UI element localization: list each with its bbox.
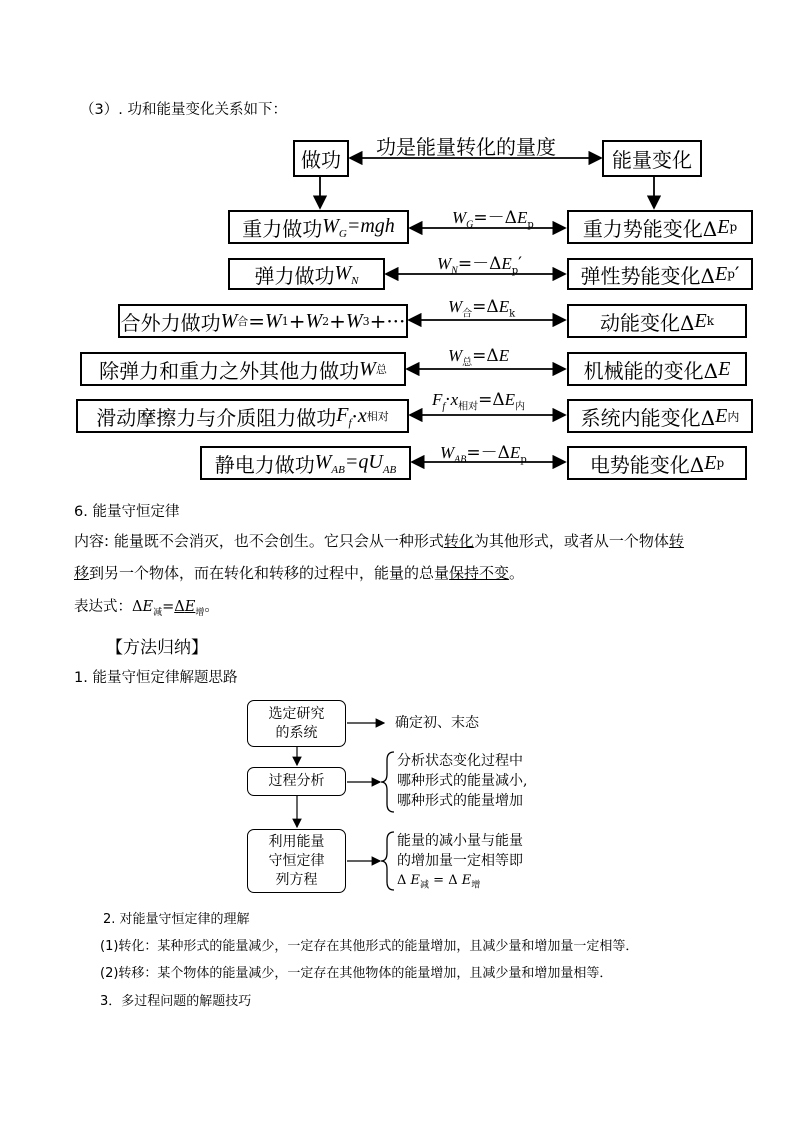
equation-line3: Δ $E_减 = \Delta$ $E_增$ <box>397 873 481 891</box>
content-label: 内容: <box>74 532 110 550</box>
row2-right: 弹性势能变化Δ E p ′ <box>567 258 753 290</box>
content-part1: 能量既不会消灭，也不会创生。它只会从一种形式 <box>109 532 444 550</box>
flow-box-select-system: 选定研究 的系统 <box>247 700 346 747</box>
row3-left: 合外力做功 W 合 = W 1 + W 2 + W 3 +··· <box>118 304 408 338</box>
method-item3: 3．多过程问题的解题技巧 <box>100 994 252 1009</box>
row2-relation: $W_N=-\Delta E_p'$ <box>437 254 523 277</box>
content-part2: 为其他形式，或者从一个物体 <box>473 532 669 550</box>
section6-heading: 6. 能量守恒定律 <box>74 504 180 520</box>
row4-left: 除弹力和重力之外其他力做功 W 总 <box>80 352 406 386</box>
row1-right: 重力势能变化Δ E p <box>567 210 753 244</box>
row6-right: 电势能变化Δ E p <box>567 446 747 480</box>
row3-relation: $W_合=\Delta E_k$ <box>448 297 516 320</box>
underline-transfer-a: 转 <box>668 532 684 550</box>
expression-formula: $\Delta E_减=\Delta E_增$。 <box>132 599 219 618</box>
equation-line1: 能量的减小量与能量 <box>397 833 523 849</box>
method-title: 【方法归纳】 <box>106 638 208 658</box>
row1-relation: $W_G=-\Delta E_p$ <box>452 208 534 231</box>
analysis-line2: 哪种形式的能量减小, <box>397 773 528 789</box>
row6-relation: $W_{AB}=-\Delta E_p$ <box>440 443 527 466</box>
expression-label: 表达式： <box>74 599 132 615</box>
expression-line <box>74 595 219 618</box>
row4-right: 机械能的变化Δ E <box>567 352 747 386</box>
row5-left: 滑动摩擦力与介质阻力做功 $F_f$ · x 相对 <box>76 399 409 433</box>
method-item1: 1. 能量守恒定律解题思路 <box>74 670 238 686</box>
equation-line2: 的增加量一定相等即 <box>397 853 523 869</box>
row6-left: 静电力做功 $W_{AB}=qU_{AB}$ <box>200 446 411 480</box>
top-relation: 功是能量转化的量度 <box>376 135 556 159</box>
row2-left: 弹力做功 $W_N$ <box>228 258 385 290</box>
row4-relation: $W_总=\Delta E$ <box>448 346 510 369</box>
row5-relation: $F_f\cdot x_{相对}=\Delta E_内$ <box>432 390 526 413</box>
row3-right: 动能变化Δ E k <box>567 304 747 338</box>
flow-result-analysis <box>397 751 527 811</box>
content-part3: 到另一个物体，而在转化和转移的过程中，能量的总量 <box>89 564 450 582</box>
underline-transform: 转化 <box>443 532 474 550</box>
section6-content-line2 <box>74 562 524 583</box>
content-part4: 。 <box>509 564 525 582</box>
analysis-line1: 分析状态变化过程中 <box>397 753 523 769</box>
method-item2: 2. 对能量守恒定律的理解 <box>103 912 250 927</box>
section6-content-line1 <box>74 530 684 551</box>
work-box: 做功 <box>293 140 349 177</box>
underline-conserved: 保持不变 <box>449 564 510 582</box>
row5-right: 系统内能变化Δ E 内 <box>567 399 753 433</box>
flow-box-equation: 利用能量 守恒定律 列方程 <box>247 829 346 893</box>
row1-left: 重力做功 $W_G=mgh$ <box>228 210 409 244</box>
intro-text: （3）. 功和能量变化关系如下： <box>80 102 287 118</box>
method-item2-2: (2)转移：某个物体的能量减少，一定存在其他物体的能量增加，且减少量和增加量相等． <box>100 966 613 981</box>
underline-transfer-b: 移 <box>74 564 90 582</box>
flow-result-equation <box>397 831 523 896</box>
method-item2-1: (1)转化：某种形式的能量减少，一定存在其他形式的能量增加，且减少量和增加量一定相等． <box>100 939 639 954</box>
analysis-line3: 哪种形式的能量增加 <box>397 793 523 809</box>
flow-result-states: 确定初、末态 <box>395 715 479 731</box>
flow-box-process-analysis: 过程分析 <box>247 767 346 796</box>
energy-change-box: 能量变化 <box>602 140 702 177</box>
